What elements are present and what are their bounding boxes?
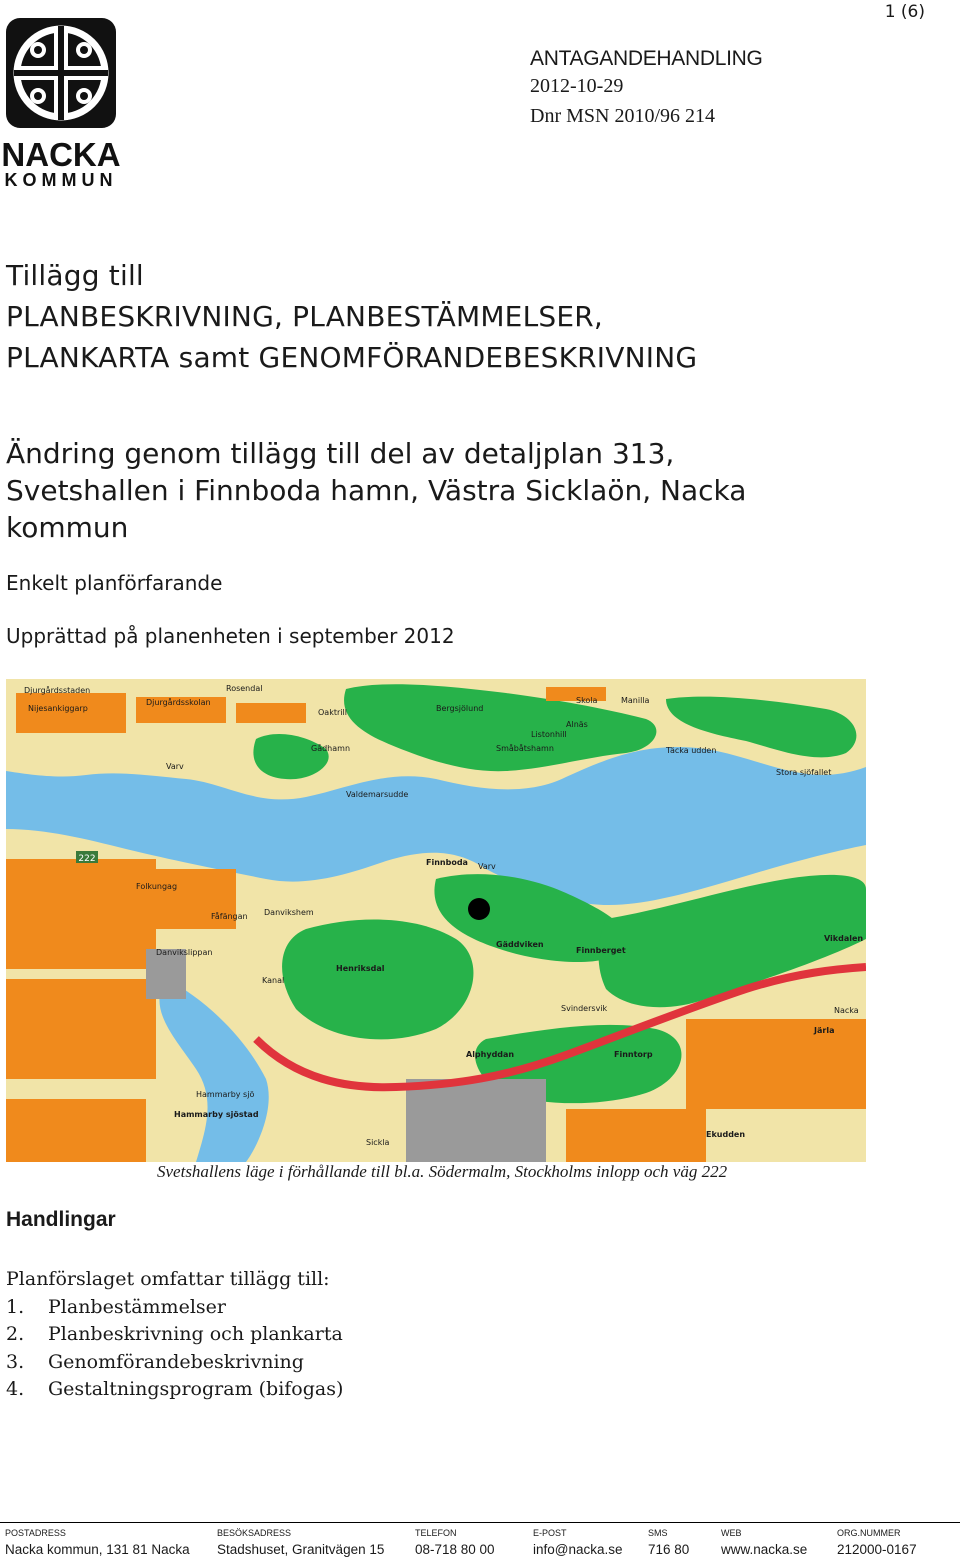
map-label: Täcka udden <box>666 746 717 755</box>
main-title <box>6 255 697 378</box>
logo-name: NACKA <box>1 136 121 173</box>
map-label: Alphyddan <box>466 1050 515 1059</box>
logo-emblem-icon <box>0 18 122 190</box>
document-status-block <box>530 46 763 131</box>
document-date: 2012-10-29 <box>530 75 624 97</box>
map-label: Manilla <box>621 696 650 705</box>
industrial-area-2 <box>406 1079 546 1162</box>
map-label: Alnäs <box>566 720 588 729</box>
footer-sms: 716 80 <box>648 1542 690 1557</box>
map-label: Oaktrill <box>318 708 347 717</box>
map-label: Nacka <box>834 1006 859 1015</box>
map-label: Djurgårdsskolan <box>146 698 211 707</box>
sodermalm-buildings-2 <box>6 979 156 1079</box>
map-label: Kanal <box>262 976 285 985</box>
documents-intro: Planförslaget omfattar tillägg till: <box>6 1268 330 1290</box>
documents-heading: Handlingar <box>6 1208 116 1231</box>
map-label: Valdemarsudde <box>346 790 409 799</box>
map-label: Järla <box>814 1026 835 1035</box>
map-caption: Svetshallens läge i förhållande till bl.a. Södermalm, Stockholms inlopp och väg 222 <box>157 1162 728 1181</box>
list-item-number: 3. <box>6 1350 25 1373</box>
north-buildings-3 <box>236 703 306 723</box>
map-label: Varv <box>166 762 184 771</box>
title-line-2: PLANBESKRIVNING, PLANBESTÄMMELSER, <box>6 300 603 333</box>
page-number: 1 (6) <box>884 2 925 22</box>
logo-sub: KOMMUN <box>4 170 118 190</box>
map-label: Danvikslippan <box>156 948 213 957</box>
footer-besoksadress: Stadshuset, Granitvägen 15 <box>217 1542 385 1557</box>
list-item-text: Planbestämmelser <box>48 1295 226 1318</box>
map-label: Hammarby sjö <box>196 1090 255 1099</box>
map-label: Skola <box>576 696 598 705</box>
document-status: ANTAGANDEHANDLING <box>530 47 763 70</box>
map-label: Djurgårdsstaden <box>24 686 91 695</box>
list-item <box>6 1376 343 1404</box>
map-label: Ekudden <box>706 1130 746 1139</box>
map-label: Stora sjöfallet <box>776 768 832 777</box>
footer-postadress: Nacka kommun, 131 81 Nacka <box>5 1542 190 1557</box>
map-label: Folkungag <box>136 882 178 891</box>
document-dnr: Dnr MSN 2010/96 214 <box>530 105 716 127</box>
documents-list <box>6 1266 343 1404</box>
map-label: Småbåtshamn <box>496 744 554 753</box>
map-label: Danvikshem <box>264 908 314 917</box>
nacka-buildings <box>686 1019 866 1109</box>
subtitle-line-3: kommun <box>6 511 129 544</box>
list-item <box>6 1321 343 1349</box>
list-item-text: Genomförandebeskrivning <box>48 1350 304 1373</box>
road-sign-label: 222 <box>78 854 96 864</box>
map-label: Bergsjölund <box>436 704 484 713</box>
sodermalm-buildings-1 <box>6 859 156 969</box>
list-item-number: 1. <box>6 1295 25 1318</box>
list-item-text: Planbeskrivning och plankarta <box>48 1323 343 1345</box>
procedure-text: Enkelt planförfarande <box>6 571 223 595</box>
svetshallen-marker <box>468 898 490 920</box>
footer-web: www.nacka.se <box>721 1542 808 1557</box>
footer-orgnummer: 212000-0167 <box>837 1542 917 1557</box>
footer-orgnummer-label: ORG.NUMMER <box>837 1528 901 1538</box>
map-label: Vikdalen <box>824 934 864 943</box>
footer-sms-label: SMS <box>648 1528 668 1538</box>
map-label: Svindersvik <box>561 1004 608 1013</box>
map-label: Hammarby sjöstad <box>174 1110 259 1119</box>
subtitle-line-1: Ändring genom tillägg till del av detaljplan 313, <box>6 437 675 470</box>
list-item-number: 2. <box>6 1323 25 1345</box>
north-buildings-1 <box>16 693 126 733</box>
nacka-kommun-logo <box>0 18 122 190</box>
footer-telefon-label: TELEFON <box>415 1528 457 1538</box>
footer-divider <box>0 1522 960 1523</box>
map-label: Finnberget <box>576 946 626 955</box>
map-label: Varv <box>478 862 496 871</box>
footer-besoksadress-label: BESÖKSADRESS <box>217 1528 292 1538</box>
list-item <box>6 1294 343 1322</box>
south-buildings-4 <box>566 1109 706 1162</box>
map-label: Gäddviken <box>496 940 544 949</box>
subtitle <box>6 435 746 546</box>
footer-epost-label: E-POST <box>533 1528 567 1538</box>
map-label: Finnboda <box>426 858 468 867</box>
subtitle-line-2: Svetshallen i Finnboda hamn, Västra Sicklaön, Nacka <box>6 474 747 507</box>
list-item-number: 4. <box>6 1378 25 1400</box>
title-line-3: PLANKARTA samt GENOMFÖRANDEBESKRIVNING <box>6 341 698 374</box>
list-item-text: Gestaltningsprogram (bifogas) <box>48 1378 344 1400</box>
map-label: Rosendal <box>226 684 263 693</box>
map-label: Sickla <box>366 1138 390 1147</box>
footer-web-label: WEB <box>721 1528 742 1538</box>
list-item <box>6 1349 343 1377</box>
map-label: Listonhill <box>531 730 567 739</box>
location-map <box>6 679 866 1162</box>
prepared-text: Upprättad på planenheten i september 2012 <box>6 624 455 648</box>
footer-epost: info@nacka.se <box>533 1542 623 1557</box>
title-line-1: Tillägg till <box>6 259 144 292</box>
map-label: Gådhamn <box>311 744 351 753</box>
map-image <box>6 679 866 1162</box>
map-label: Finntorp <box>614 1050 653 1059</box>
map-label: Fåfängan <box>211 912 248 921</box>
hammarby-buildings <box>6 1099 146 1162</box>
map-label: Nijesankiggarp <box>28 704 88 713</box>
footer-telefon: 08-718 80 00 <box>415 1542 495 1557</box>
map-label: Henriksdal <box>336 964 385 973</box>
footer-postadress-label: POSTADRESS <box>5 1528 66 1538</box>
